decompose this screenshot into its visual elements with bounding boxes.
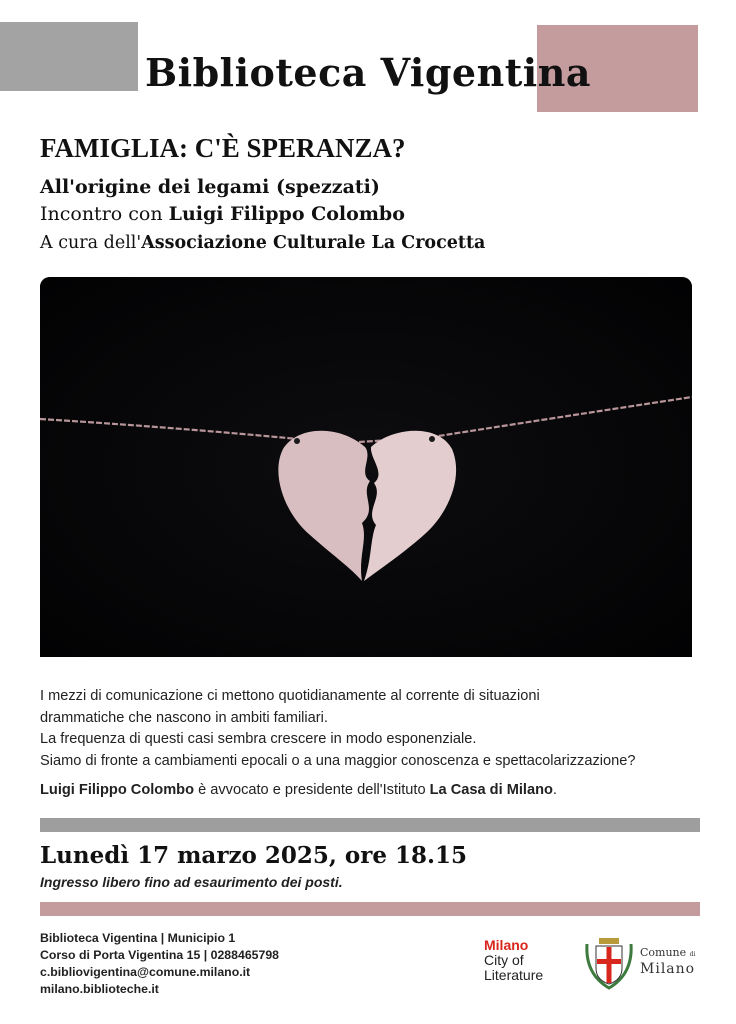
logo-comune: Comune	[640, 946, 687, 959]
footer-website[interactable]: milano.biblioteche.it	[40, 982, 159, 996]
page-title: Biblioteca Vigentina	[145, 50, 591, 95]
comune-di-milano-logo	[640, 945, 695, 977]
speaker-prefix: Incontro con	[40, 203, 169, 225]
milano-city-of-literature-logo	[484, 938, 574, 983]
bio-text: è avvocato e presidente dell'Istituto	[194, 782, 430, 798]
bio-institute: La Casa di Milano	[429, 782, 553, 798]
event-subtitle: All'origine dei legami (spezzati)	[40, 176, 380, 198]
divider-pink-bar	[40, 902, 700, 916]
event-organizer	[40, 233, 485, 253]
description-line: drammatiche che nascono in ambiti familiari.	[40, 709, 328, 726]
organizer-prefix: A cura dell'	[40, 233, 142, 253]
event-heading: FAMIGLIA: C'È SPERANZA?	[40, 133, 406, 163]
footer-email[interactable]: c.bibliovigentina@comune.milano.it	[40, 965, 251, 979]
bio-end: .	[552, 782, 557, 798]
logo-comune-milano: Milano	[640, 961, 696, 977]
logo-comune-di: di	[689, 951, 696, 958]
entry-note: Ingresso libero fino ad esaurimento dei posti.	[40, 874, 343, 890]
broken-heart-photo	[40, 277, 692, 657]
speaker-bio	[40, 782, 557, 798]
event-description	[40, 686, 710, 772]
broken-heart-icon	[40, 277, 692, 657]
speaker-name: Luigi Filippo Colombo	[168, 203, 405, 225]
event-speaker	[40, 203, 405, 225]
organizer-name: Associazione Culturale La Crocetta	[141, 233, 486, 253]
description-line: La frequenza di questi casi sembra crescere in modo esponenziale.	[40, 731, 477, 747]
divider-gray-bar	[40, 818, 700, 832]
logo-literature: Literature	[484, 967, 544, 983]
footer-library: Biblioteca Vigentina | Municipio 1	[40, 931, 236, 945]
description-line: I mezzi di comunicazione ci mettono quotidianamente al corrente di situazioni	[40, 688, 540, 704]
logo-city-of: City of	[484, 952, 524, 968]
footer-address: Corso di Porta Vigentina 15 | 0288465798	[40, 948, 280, 962]
comune-crest-icon	[583, 934, 635, 990]
logo-milano: Milano	[484, 937, 529, 953]
bio-name: Luigi Filippo Colombo	[40, 782, 195, 798]
event-date: Lunedì 17 marzo 2025, ore 18.15	[40, 842, 468, 869]
description-line: Siamo di fronte a cambiamenti epocali o a una maggior conoscenza e spettacolarizzazione?	[40, 752, 636, 769]
